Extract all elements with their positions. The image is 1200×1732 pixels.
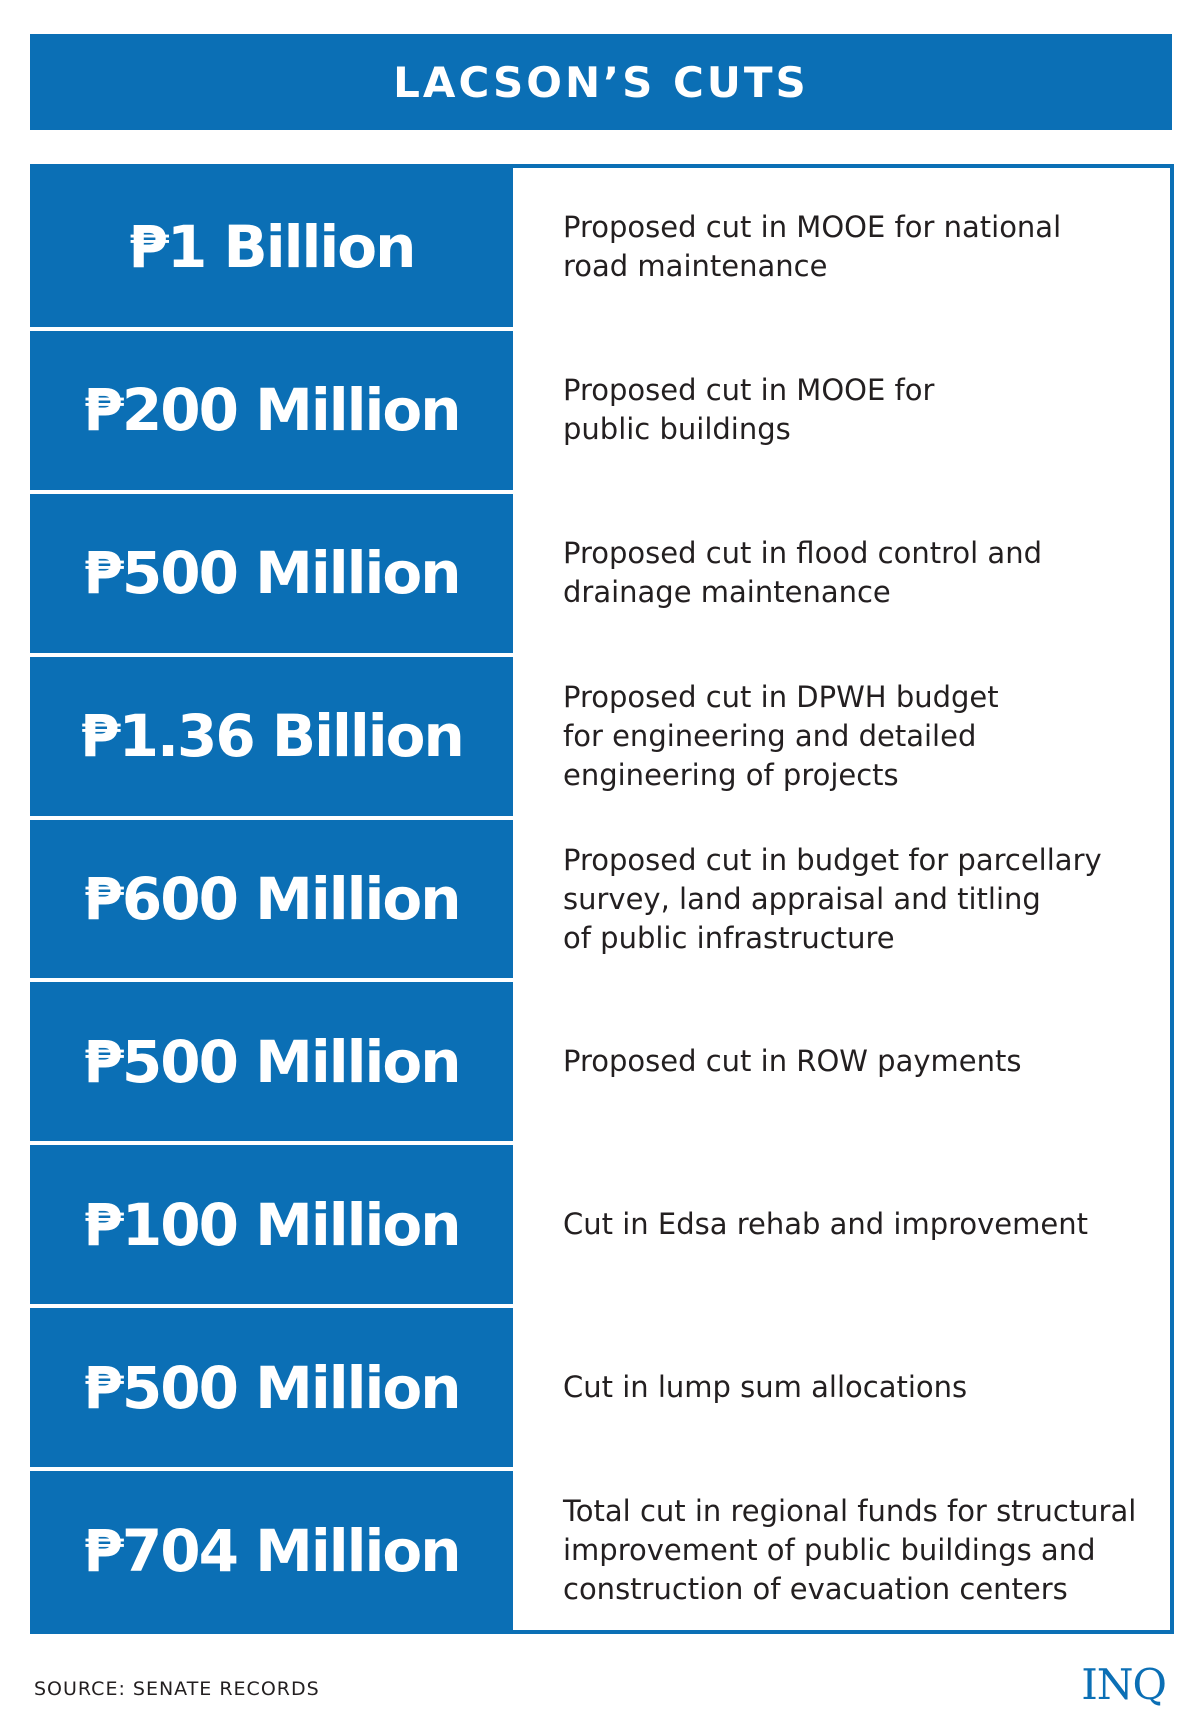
table-row: [30, 653, 1170, 816]
amount-cell: [30, 1145, 513, 1304]
description-text: Total cut in regional funds for structural improvement of public buildings and construction of evacuation centers: [563, 1494, 1137, 1607]
description-cell: [513, 1145, 1170, 1304]
table-row: [30, 1304, 1170, 1467]
description-cell: [513, 1471, 1170, 1630]
table-row: [30, 978, 1170, 1141]
amount-cell: [30, 331, 513, 490]
description-text: Cut in lump sum allocations: [563, 1370, 968, 1405]
amount-value: ₱100 Million: [83, 1190, 460, 1259]
source-note: SOURCE: SENATE RECORDS: [34, 1678, 320, 1700]
page-title: LACSON’S CUTS: [393, 57, 809, 107]
amount-cell: [30, 982, 513, 1141]
amount-cell: [30, 657, 513, 816]
description-text: Proposed cut in MOOE for national road maintenance: [563, 210, 1062, 284]
amount-cell: [30, 1308, 513, 1467]
amount-cell: [30, 168, 513, 327]
amount-value: ₱200 Million: [83, 376, 460, 445]
description-text: Proposed cut in DPWH budget for engineering and detailed engineering of projects: [563, 679, 999, 792]
amount-cell: [30, 1471, 513, 1630]
amount-value: ₱704 Million: [83, 1516, 460, 1585]
amount-value: ₱1 Billion: [128, 213, 415, 282]
amount-cell: [30, 820, 513, 979]
amount-cell: [30, 494, 513, 653]
table-row: [30, 816, 1170, 979]
description-text: Cut in Edsa rehab and improvement: [563, 1207, 1088, 1242]
description-cell: [513, 168, 1170, 327]
table-row: [30, 1467, 1170, 1630]
description-text: Proposed cut in MOOE for public buildings: [563, 373, 935, 447]
amount-value: ₱600 Million: [83, 865, 460, 933]
description-cell: [513, 331, 1170, 490]
description-cell: [513, 820, 1170, 979]
table-row: [30, 327, 1170, 490]
description-cell: [513, 494, 1170, 653]
title-banner: [30, 34, 1172, 130]
amount-value: ₱500 Million: [83, 539, 460, 608]
table-row: [30, 490, 1170, 653]
amount-value: ₱500 Million: [83, 1027, 460, 1096]
description-cell: [513, 657, 1170, 816]
description-text: Proposed cut in ROW payments: [563, 1044, 1022, 1079]
description-text: Proposed cut in budget for parcellary survey, land appraisal and titling of public infrastructure: [563, 842, 1102, 955]
table-row: [30, 164, 1170, 327]
amount-value: ₱500 Million: [83, 1353, 460, 1422]
cuts-table: [30, 164, 1174, 1634]
description-cell: [513, 982, 1170, 1141]
table-row: [30, 1141, 1170, 1304]
description-cell: [513, 1308, 1170, 1467]
inq-logo: INQ: [1081, 1660, 1166, 1709]
description-text: Proposed cut in flood control and drainage maintenance: [563, 536, 1042, 610]
amount-value: ₱1.36 Billion: [80, 702, 463, 771]
